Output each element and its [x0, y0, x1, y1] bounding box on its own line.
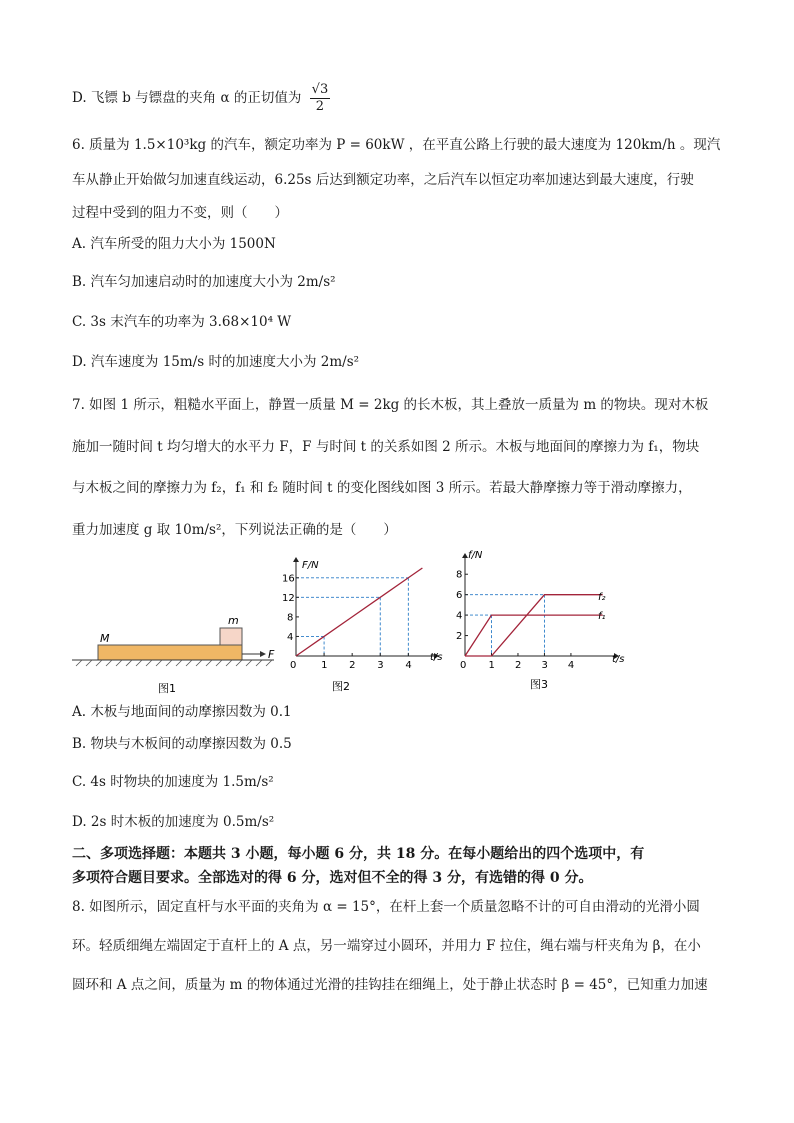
q7-stem-line3: 与木板之间的摩擦力为 f₂，f₁ 和 f₂ 随时间 t 的变化图线如图 3 所示。若最大静摩擦力等于滑动摩擦力， — [72, 480, 692, 496]
fig2-y-axis-arrow — [293, 557, 299, 562]
fig3-caption: 图3 — [530, 678, 548, 691]
figure-1 — [68, 608, 278, 698]
fig2-origin: 0 — [290, 660, 297, 671]
fig2-y-tick-label: 8 — [287, 612, 294, 624]
section2-title-line2: 多项符合题目要求。全部选对的得 6 分，选对但不全的得 3 分，有选错的得 0 分。 — [72, 870, 593, 886]
section2-title-line1: 二、多项选择题：本题共 3 小题，每小题 6 分，共 18 分。在每小题给出的四个选项中，有 — [72, 846, 645, 862]
q8-stem-line1: 8. 如图所示，固定直杆与水平面的夹角为 α = 15°，在杆上套一个质量忽略不计的可自由滑动的光滑小圆 — [72, 899, 700, 915]
fig3-series-line — [465, 615, 603, 656]
figure-3-chart — [448, 546, 638, 692]
fig2-x-tick-label: 4 — [405, 660, 412, 671]
fig3-x-tick-label: 1 — [488, 660, 495, 671]
fig1-label-m: m — [228, 614, 239, 627]
fig2-series-line — [296, 568, 422, 656]
fig2-y-tick-label: 16 — [282, 573, 295, 585]
force-arrowhead — [260, 651, 266, 657]
fig2-caption: 图2 — [332, 680, 350, 693]
fig2-xlabel: t/s — [430, 652, 443, 663]
q7-option-a: A. 木板与地面间的动摩擦因数为 0.1 — [72, 704, 292, 720]
fig3-x-tick-label: 3 — [541, 660, 548, 671]
fraction-numerator: √3 — [311, 82, 329, 97]
fig3-series-label-f1: f₁ — [598, 611, 606, 622]
q6-stem-line2: 车从静止开始做匀加速直线运动，6.25s 后达到额定功率，之后汽车以恒定功率加速达到最大速度，行驶 — [72, 172, 694, 188]
fig3-y-tick-label: 6 — [456, 590, 463, 602]
fig2-x-tick-label: 3 — [377, 660, 384, 671]
fig2-y-tick-label: 4 — [287, 631, 294, 643]
q7-stem-line1: 7. 如图 1 所示，粗糙水平面上，静置一质量 M = 2kg 的长木板，其上叠放一质量为 m 的物块。现对木板 — [72, 397, 709, 413]
fig3-y-tick-label: 2 — [456, 631, 463, 643]
fig1-label-F: F — [268, 648, 275, 661]
long-board — [98, 645, 242, 660]
q5-option-d-text: D. 飞镖 b 与镖盘的夹角 α 的正切值为 — [72, 90, 302, 106]
q5-option-d — [72, 82, 330, 115]
fig1-label-M: M — [100, 632, 110, 645]
fig2-y-tick-label: 12 — [282, 592, 295, 604]
small-block — [220, 628, 242, 645]
q6-stem-line3: 过程中受到的阻力不变，则（ ） — [72, 205, 288, 221]
q6-stem-line1: 6. 质量为 1.5×10³kg 的汽车，额定功率为 P = 60kW ，在平直公路上行驶的最大速度为 120km/h 。现汽 — [72, 137, 721, 153]
q7-option-b: B. 物块与木板间的动摩擦因数为 0.5 — [72, 736, 292, 752]
fig3-series-label-f2: f₂ — [598, 592, 606, 603]
fraction-denominator: 2 — [315, 99, 325, 114]
q7-option-c: C. 4s 时物块的加速度为 1.5m/s² — [72, 774, 274, 790]
q8-stem-line2: 环。轻质细绳左端固定于直杆上的 A 点，另一端穿过小圆环，并用力 F 拉住，绳右端与杆夹角为 β，在小 — [72, 938, 701, 954]
fig3-series-line — [465, 595, 603, 656]
q5-option-d-fraction — [310, 82, 331, 115]
q7-stem-line4: 重力加速度 g 取 10m/s²，下列说法正确的是（ ） — [72, 522, 397, 538]
fig3-origin: 0 — [460, 660, 467, 671]
figure-2-chart — [278, 556, 448, 696]
fig3-y-tick-label: 8 — [456, 569, 463, 581]
ground-hatching — [76, 660, 272, 666]
q6-option-c: C. 3s 末汽车的功率为 3.68×10⁴ W — [72, 314, 292, 330]
fig2-x-tick-label: 1 — [321, 660, 328, 671]
q8-stem-line3: 圆环和 A 点之间，质量为 m 的物体通过光滑的挂钩挂在细绳上，处于静止状态时 β = 45°，已知重力加速 — [72, 977, 708, 993]
fig2-x-tick-label: 2 — [349, 660, 356, 671]
fig3-x-tick-label: 4 — [567, 660, 575, 671]
q6-option-d: D. 汽车速度为 15m/s 时的加速度大小为 2m/s² — [72, 354, 360, 370]
fig3-xlabel: t/s — [612, 654, 625, 665]
q7-stem-line2: 施加一随时间 t 均匀增大的水平力 F，F 与时间 t 的关系如图 2 所示。木板与地面间的摩擦力为 f₁，物块 — [72, 439, 700, 455]
q6-option-b: B. 汽车匀加速启动时的加速度大小为 2m/s² — [72, 274, 336, 290]
fig3-x-tick-label: 2 — [514, 660, 522, 671]
fig3-y-tick-label: 4 — [456, 610, 463, 622]
q7-option-d: D. 2s 时木板的加速度为 0.5m/s² — [72, 814, 275, 830]
q6-option-a: A. 汽车所受的阻力大小为 1500N — [72, 236, 276, 252]
fig3-ylabel: f/N — [468, 550, 483, 561]
fig1-caption: 图1 — [158, 682, 176, 695]
fig2-ylabel: F/N — [302, 560, 319, 571]
